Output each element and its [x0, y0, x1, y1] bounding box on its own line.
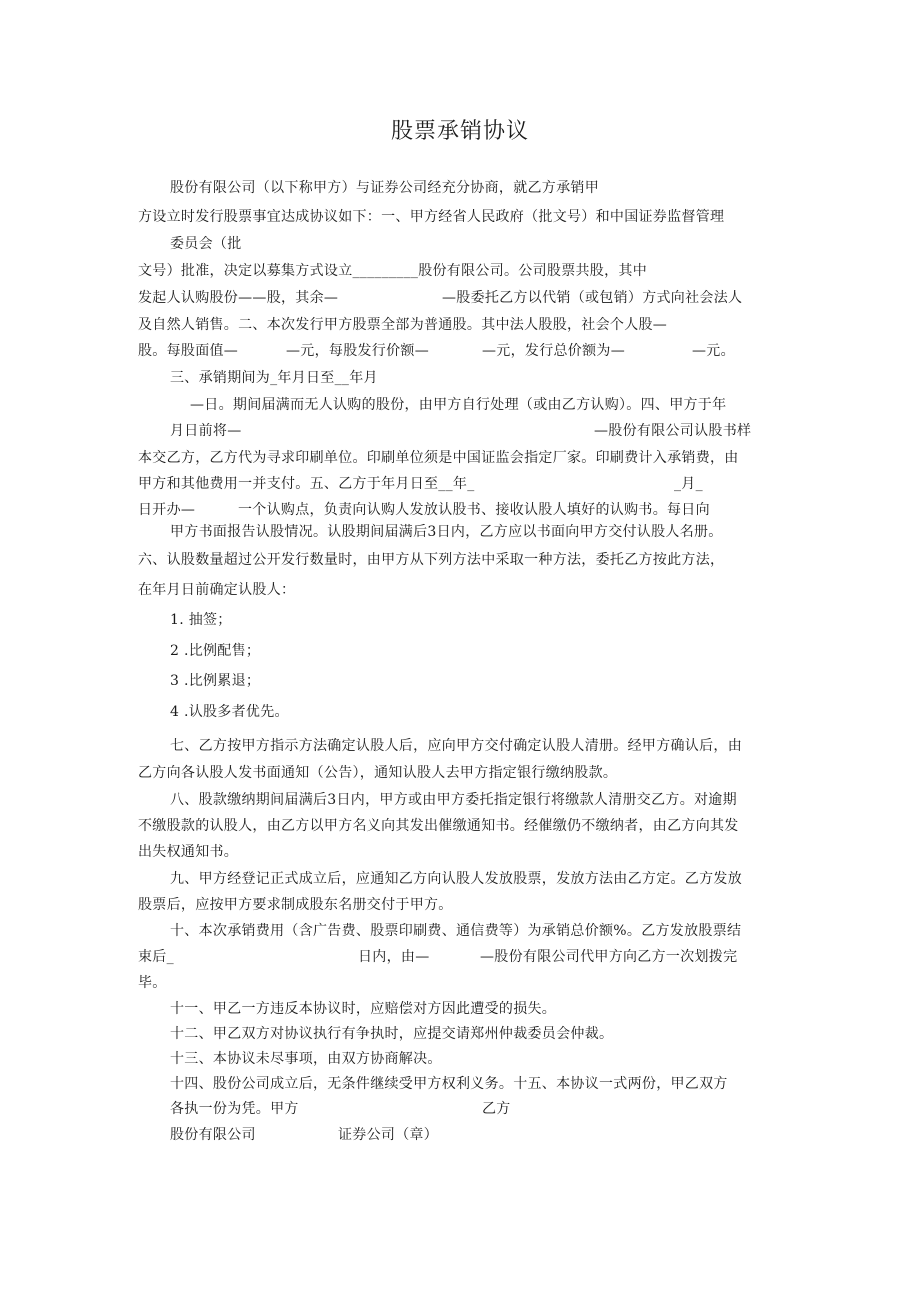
text-line: 一个认购点，负责向认购人发放认股书、接收认股人填好的认购书。每日向: [238, 502, 710, 518]
text-line: 毕。: [138, 975, 167, 991]
text-line: _月_: [674, 476, 703, 492]
list-item: 4 .认股多者优先。: [170, 704, 289, 720]
text-line: —元，发行总价额为—: [482, 343, 625, 359]
text-line: 在年月日前确定认股人：: [138, 582, 296, 598]
text-line: 月日前将—: [170, 423, 242, 439]
text-line: —股份有限公司代甲方向乙方一次划拨完: [480, 949, 738, 965]
text-line: 十二、甲乙双方对协议执行有争执时，应提交请郑州仲裁委员会仲裁。: [170, 1026, 614, 1042]
text-line: 出失权通知书。: [138, 844, 239, 860]
text-line: 十一、甲乙一方违反本协议时，应赔偿对方因此遭受的损失。: [170, 1001, 557, 1017]
text-line: —元。: [692, 343, 735, 359]
text-line: 三、承销期间为_年月日至__年月: [170, 370, 378, 386]
signature-party-a-name: 股份有限公司: [170, 1127, 256, 1143]
list-item: 1. 抽签；: [170, 612, 232, 628]
list-item: 2 .比例配售；: [170, 643, 261, 659]
text-line: 股。每股面值—: [138, 343, 239, 359]
text-line: 本交乙方，乙方代为寻求印刷单位。印刷单位须是中国证监会指定厂家。印刷费计入承销费，由: [138, 450, 739, 466]
text-line: 七、乙方按甲方指示方法确定认股人后，应向甲方交付确定认股人清册。经甲方确认后，由: [170, 738, 742, 754]
text-line: 甲方和其他费用一并支付。五、乙方于年月日至__年_: [138, 476, 475, 492]
text-line: —日。期间届满而无人认购的股份，由甲方自行处理（或由乙方认购）。四、甲方于年: [190, 397, 727, 413]
text-line: 及自然人销售。二、本次发行甲方股票全部为普通股。其中法人股股，社会个人股—: [138, 317, 668, 333]
list-item: 3 .比例累退；: [170, 673, 261, 689]
text-line: 日内，由—: [358, 949, 430, 965]
text-line: 发起人认购股份——股，其余—: [138, 290, 339, 306]
signature-party-b-name: 证券公司（章）: [338, 1127, 439, 1143]
text-line: 不缴股款的认股人，由乙方以甲方名义向其发出催缴通知书。经催缴仍不缴纳者，由乙方向其发: [138, 818, 739, 834]
text-line: 六、认股数量超过公开发行数量时，由甲方从下列方法中采取一种方法，委托乙方按此方法，: [138, 552, 725, 568]
text-line: 束后_: [138, 949, 174, 965]
text-line: 十、本次承销费用（含广告费、股票印刷费、通信费等）为承销总价额%。乙方发放股票结: [170, 923, 742, 939]
text-line: 十四、股份公司成立后，无条件继续受甲方权利义务。十五、本协议一式两份，甲乙双方: [170, 1076, 728, 1092]
signature-party-a-label: 各执一份为凭。甲方: [170, 1101, 299, 1117]
text-line: —元，每股发行价额—: [286, 343, 429, 359]
text-line: —股委托乙方以代销（或包销）方式向社会法人: [442, 290, 743, 306]
text-line: 甲方书面报告认股情况。认股期间届满后3日内，乙方应以书面向甲方交付认股人名册。: [170, 524, 723, 540]
text-line: 八、股款缴纳期间届满后3日内，甲方或由甲方委托指定银行将缴款人清册交乙方。对逾期: [170, 792, 737, 808]
text-line: 九、甲方经登记正式成立后，应通知乙方向认股人发放股票，发放方法由乙方定。乙方发放: [170, 871, 742, 887]
text-line: 十三、本协议未尽事项，由双方协商解决。: [170, 1051, 442, 1067]
text-line: 乙方向各认股人发书面通知（公告），通知认股人去甲方指定银行缴纳股款。: [138, 765, 618, 781]
document-title: 股票承销协议: [390, 119, 529, 144]
text-line: —股份有限公司认股书样: [594, 423, 752, 439]
signature-party-b-label: 乙方: [482, 1101, 511, 1117]
text-line: 股票后，应按甲方要求制成股东名册交付于甲方。: [138, 897, 453, 913]
text-line: 股份有限公司（以下称甲方）与证券公司经充分协商，就乙方承销甲: [170, 180, 599, 196]
text-line: 文号）批准，决定以募集方式设立_________股份有限公司。公司股票共股，其中: [138, 263, 647, 279]
text-line: 委员会（批: [170, 236, 242, 252]
text-line: 日开办—: [138, 502, 196, 518]
text-line: 方设立时发行股票事宜达成协议如下：一、甲方经省人民政府（批文号）和中国证券监督管理: [138, 209, 725, 225]
